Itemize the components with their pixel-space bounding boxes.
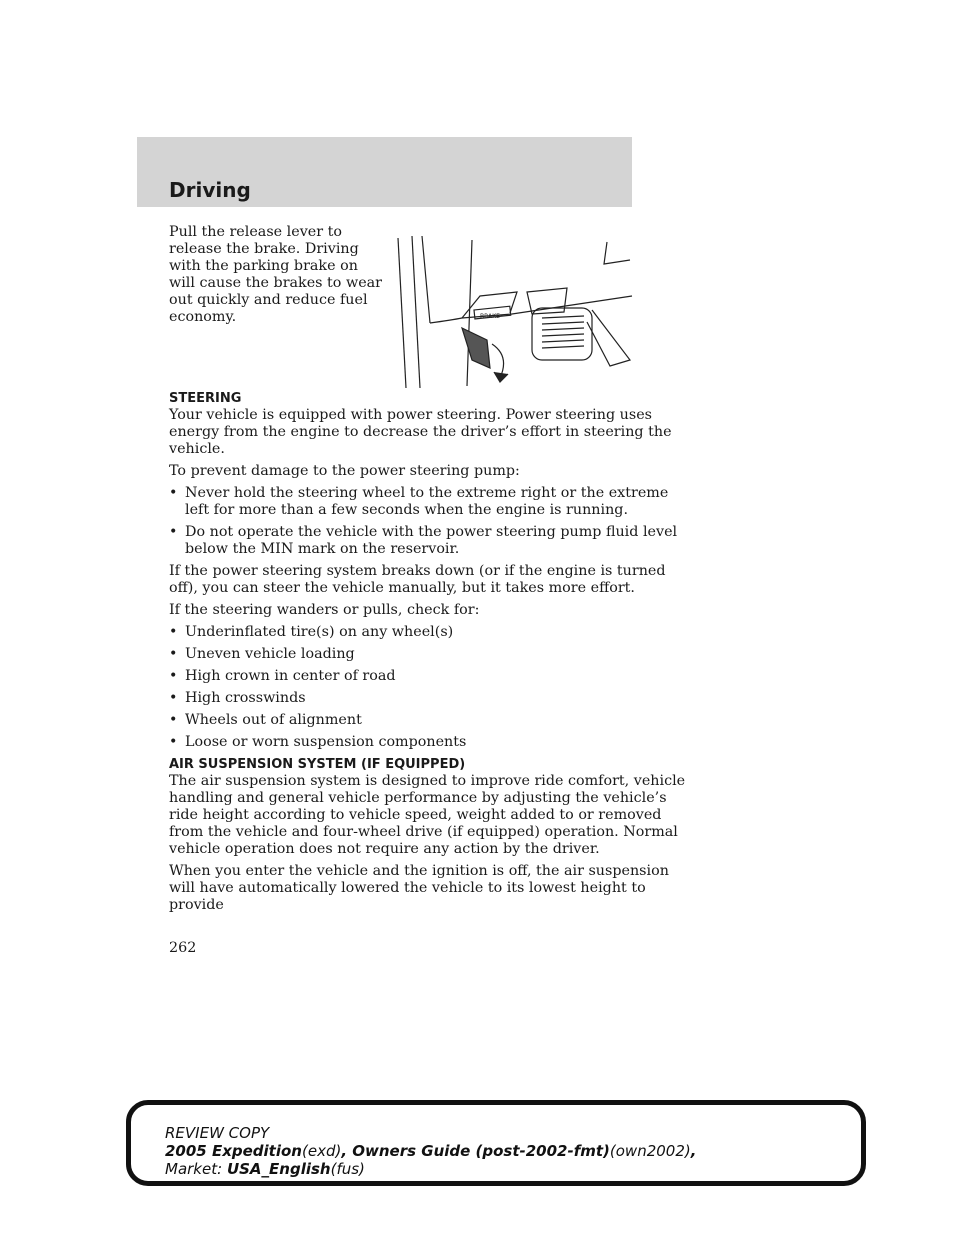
intro-paragraph: Pull the release lever to release the brake. Driving with the parking brake on will cause the brakes to wear out quickly and reduce fuel economy. (169, 224, 383, 325)
section-title: Driving (169, 178, 251, 202)
list-item: • Loose or worn suspension components (169, 734, 467, 750)
check-bullet-list (169, 624, 689, 751)
review-model-line: 2005 Expedition(exd), Owners Guide (post-2002-fmt)(own2002), (165, 1142, 697, 1160)
steering-paragraph-2: To prevent damage to the power steering pump: (169, 463, 520, 479)
brake-label: BRAKE (480, 313, 500, 320)
air-paragraph-2: When you enter the vehicle and the ignition is off, the air suspension will have automatically lowered the vehicle to its lowest height to provide (169, 863, 669, 913)
parking-brake-illustration (392, 228, 637, 390)
list-item: • High crosswinds (169, 690, 306, 706)
list-item: • Do not operate the vehicle with the power steering pump fluid level below the MIN mark on the reservoir. (169, 524, 678, 557)
air-suspension-heading: AIR SUSPENSION SYSTEM (IF EQUIPPED) (169, 757, 466, 772)
list-item: • High crown in center of road (169, 668, 396, 684)
list-item: • Never hold the steering wheel to the extreme right or the extreme left for more than a few seconds when the engine is running. (169, 485, 669, 518)
list-item: • Uneven vehicle loading (169, 646, 355, 662)
review-copy-text (165, 1124, 696, 1178)
review-copy-line: REVIEW COPY (165, 1124, 270, 1142)
steering-paragraph-1: Your vehicle is equipped with power steering. Power steering uses energy from the engine to decrease the driver’s effort in steering the vehicle. (169, 407, 672, 457)
page-number: 262 (169, 940, 197, 956)
main-content (169, 390, 689, 919)
steering-paragraph-4: If the steering wanders or pulls, check for: (169, 602, 480, 618)
pump-bullet-list (169, 485, 689, 558)
steering-paragraph-3: If the power steering system breaks down (or if the engine is turned off), you can steer the vehicle manually, but it takes more effort. (169, 563, 666, 596)
steering-heading: STEERING (169, 391, 242, 406)
review-market-line: Market: USA_English(fus) (165, 1160, 365, 1178)
list-item: • Underinflated tire(s) on any wheel(s) (169, 624, 454, 640)
list-item: • Wheels out of alignment (169, 712, 362, 728)
air-paragraph-1: The air suspension system is designed to improve ride comfort, vehicle handling and general vehicle performance by adjusting the vehicle’s ride height according to vehicle speed, weight added to or removed from the vehicle and four-wheel drive (if equipped) operation. Normal vehicle operation does not require any action by the driver. (169, 773, 686, 857)
